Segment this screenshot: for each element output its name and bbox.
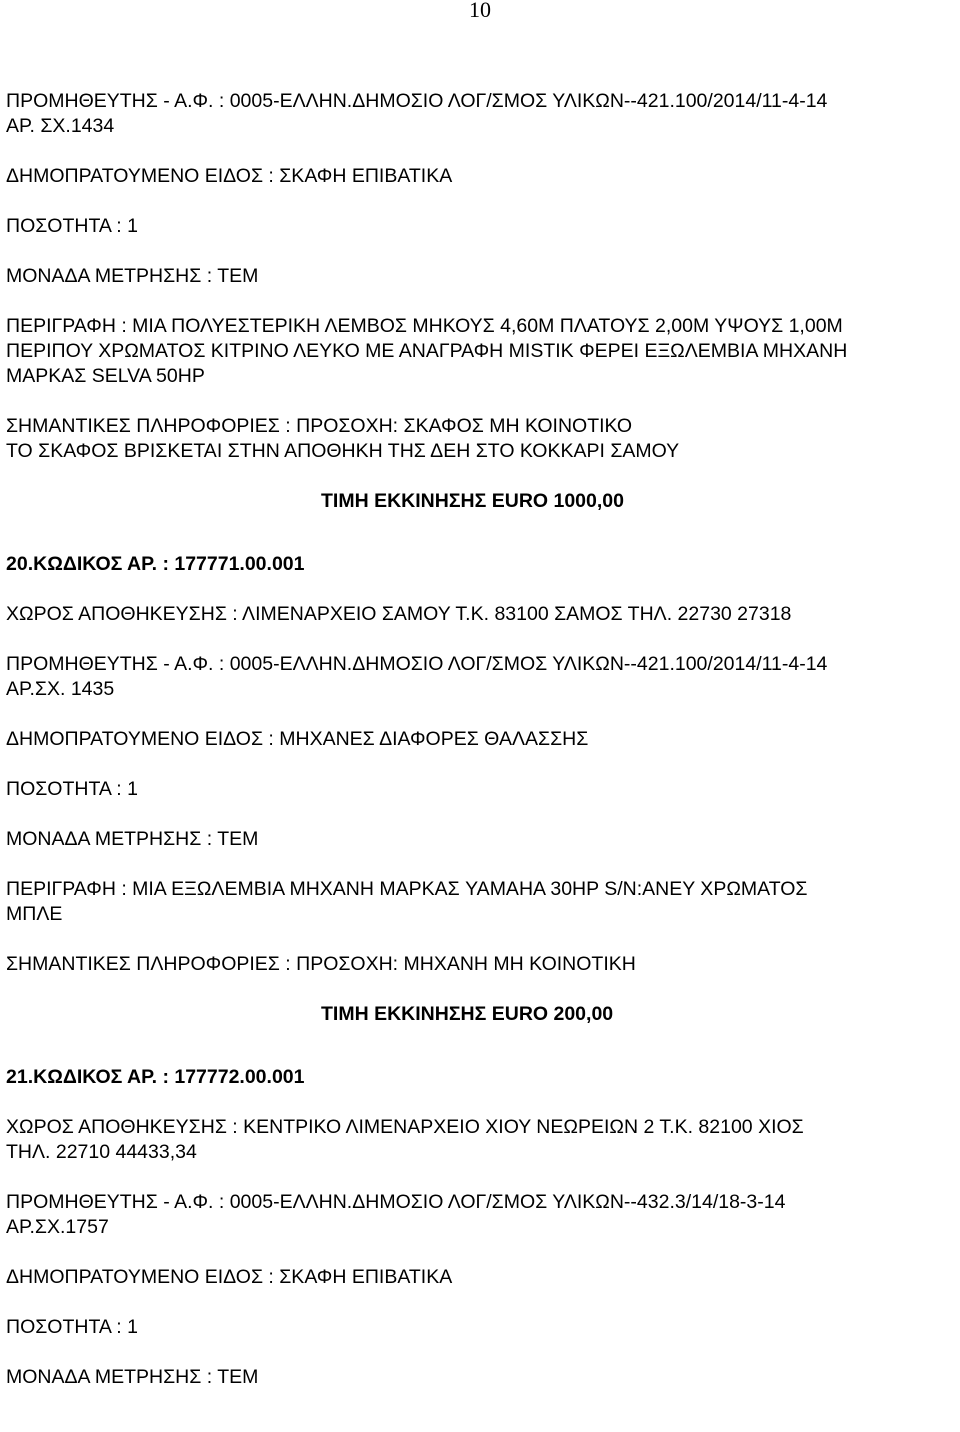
starting-price: ΤΙΜΗ ΕΚΚΙΝΗΣΗΣ EURO 1000,00 [321, 490, 624, 512]
unit-line: ΜΟΝΑΔΑ ΜΕΤΡΗΣΗΣ : ΤΕΜ [6, 1366, 259, 1388]
quantity-line: ΠΟΣΟΤΗΤΑ : 1 [6, 215, 138, 237]
description-line: ΠΕΡΙΓΡΑΦΗ : ΜΙΑ ΕΞΩΛΕΜΒΙΑ ΜΗΧΑΝΗ ΜΑΡΚΑΣ YAMAHA 30HP S/N:ΑΝΕΥ ΧΡΩΜΑΤΟΣ [6, 878, 808, 900]
item-type-line: ΔΗΜΟΠΡΑΤΟΥΜΕΝΟ ΕΙΔΟΣ : ΣΚΑΦΗ ΕΠΙΒΑΤΙΚΑ [6, 165, 453, 187]
lot-code-heading: 21.ΚΩΔΙΚΟΣ ΑΡ. : 177772.00.001 [6, 1066, 305, 1088]
lot-code-heading: 20.ΚΩΔΙΚΟΣ ΑΡ. : 177771.00.001 [6, 553, 305, 575]
unit-line: ΜΟΝΑΔΑ ΜΕΤΡΗΣΗΣ : ΤΕΜ [6, 828, 259, 850]
item-type-line: ΔΗΜΟΠΡΑΤΟΥΜΕΝΟ ΕΙΔΟΣ : ΣΚΑΦΗ ΕΠΙΒΑΤΙΚΑ [6, 1266, 453, 1288]
storage-location-line: ΤΗΛ. 22710 44433,34 [6, 1141, 197, 1163]
unit-line: ΜΟΝΑΔΑ ΜΕΤΡΗΣΗΣ : ΤΕΜ [6, 265, 259, 287]
description-line: ΠΕΡΙΓΡΑΦΗ : ΜΙΑ ΠΟΛΥΕΣΤΕΡΙΚΗ ΛΕΜΒΟΣ ΜΗΚΟΥΣ 4,60Μ ΠΛΑΤΟΥΣ 2,00Μ ΥΨΟΥΣ 1,00Μ [6, 315, 843, 337]
page-number: 10 [469, 0, 491, 22]
order-number-line: ΑΡ.ΣΧ. 1435 [6, 678, 115, 700]
description-line: ΠΕΡΙΠΟΥ ΧΡΩΜΑΤΟΣ ΚΙΤΡΙΝΟ ΛΕΥΚΟ ΜΕ ΑΝΑΓΡΑΦΗ MISTIK ΦΕΡΕΙ ΕΞΩΛΕΜΒΙΑ ΜΗΧΑΝΗ [6, 340, 848, 362]
description-line: ΜΠΛΕ [6, 903, 63, 925]
starting-price: ΤΙΜΗ ΕΚΚΙΝΗΣΗΣ EURO 200,00 [321, 1003, 614, 1025]
storage-location-line: ΧΩΡΟΣ ΑΠΟΘΗΚΕΥΣΗΣ : ΛΙΜΕΝΑΡΧΕΙΟ ΣΑΜΟΥ Τ.Κ. 83100 ΣΑΜΟΣ ΤΗΛ. 22730 27318 [6, 603, 792, 625]
storage-location-line: ΧΩΡΟΣ ΑΠΟΘΗΚΕΥΣΗΣ : ΚΕΝΤΡΙΚΟ ΛΙΜΕΝΑΡΧΕΙΟ ΧΙΟΥ ΝΕΩΡΕΙΩΝ 2 Τ.Κ. 82100 ΧΙΟΣ [6, 1116, 804, 1138]
quantity-line: ΠΟΣΟΤΗΤΑ : 1 [6, 1316, 138, 1338]
important-info-line: ΤΟ ΣΚΑΦΟΣ ΒΡΙΣΚΕΤΑΙ ΣΤΗΝ ΑΠΟΘΗΚΗ ΤΗΣ ΔΕΗ ΣΤΟ ΚΟΚΚΑΡΙ ΣΑΜΟΥ [6, 440, 680, 462]
important-info-line: ΣΗΜΑΝΤΙΚΕΣ ΠΛΗΡΟΦΟΡΙΕΣ : ΠΡΟΣΟΧΗ: ΣΚΑΦΟΣ ΜΗ ΚΟΙΝΟΤΙΚΟ [6, 415, 633, 437]
order-number-line: ΑΡ. ΣΧ.1434 [6, 115, 115, 137]
supplier-line: ΠΡΟΜΗΘΕΥΤΗΣ - Α.Φ. : 0005-ΕΛΛΗΝ.ΔΗΜΟΣΙΟ ΛΟΓ/ΣΜΟΣ ΥΛΙΚΩΝ--421.100/2014/11-4-14 [6, 90, 828, 112]
description-line: ΜΑΡΚΑΣ SELVA 50HP [6, 365, 205, 387]
supplier-line: ΠΡΟΜΗΘΕΥΤΗΣ - Α.Φ. : 0005-ΕΛΛΗΝ.ΔΗΜΟΣΙΟ ΛΟΓ/ΣΜΟΣ ΥΛΙΚΩΝ--432.3/14/18-3-14 [6, 1191, 786, 1213]
quantity-line: ΠΟΣΟΤΗΤΑ : 1 [6, 778, 138, 800]
supplier-line: ΠΡΟΜΗΘΕΥΤΗΣ - Α.Φ. : 0005-ΕΛΛΗΝ.ΔΗΜΟΣΙΟ ΛΟΓ/ΣΜΟΣ ΥΛΙΚΩΝ--421.100/2014/11-4-14 [6, 653, 828, 675]
document-body [6, 89, 960, 1390]
item-type-line: ΔΗΜΟΠΡΑΤΟΥΜΕΝΟ ΕΙΔΟΣ : ΜΗΧΑΝΕΣ ΔΙΑΦΟΡΕΣ ΘΑΛΑΣΣΗΣ [6, 728, 589, 750]
order-number-line: ΑΡ.ΣΧ.1757 [6, 1216, 109, 1238]
important-info-line: ΣΗΜΑΝΤΙΚΕΣ ΠΛΗΡΟΦΟΡΙΕΣ : ΠΡΟΣΟΧΗ: ΜΗΧΑΝΗ ΜΗ ΚΟΙΝΟΤΙΚΗ [6, 953, 636, 975]
